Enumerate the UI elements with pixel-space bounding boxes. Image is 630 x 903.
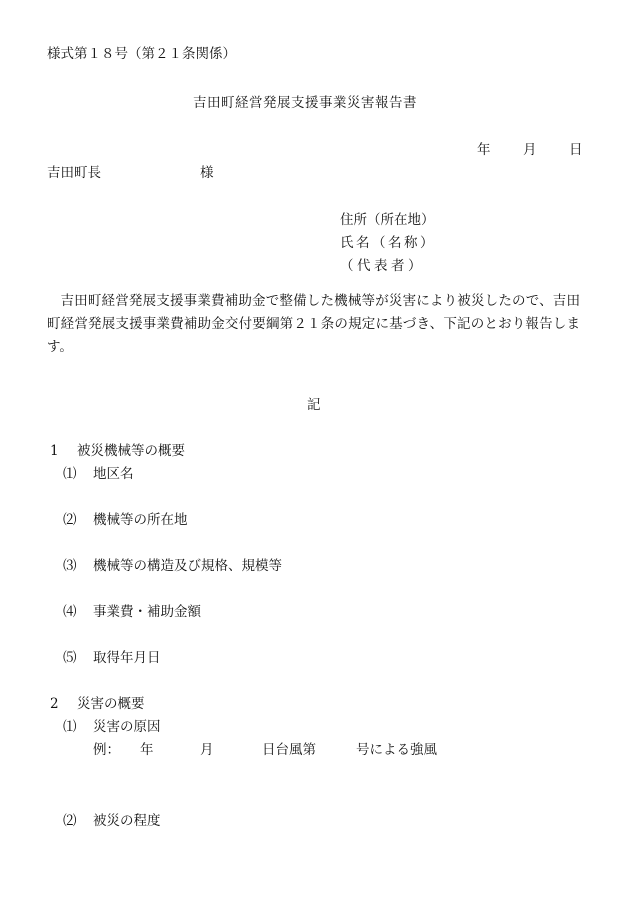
example-suffix: 号による強風	[356, 742, 437, 758]
item-number: ⑵	[63, 512, 77, 528]
item-number: ⑵	[63, 813, 77, 829]
date-day: 日	[569, 142, 583, 158]
section-2-heading: 災害の概要	[77, 696, 145, 712]
section-2-number: 2	[50, 696, 59, 712]
body-paragraph: 吉田町経営発展支援事業費補助金で整備した機械等が災害により被災したので、吉田町経営発展支援事業費補助金交付要綱第２１条の規定に基づき、下記のとおり報告します。	[47, 293, 580, 355]
list-item	[63, 719, 161, 735]
item-number: ⑸	[63, 650, 77, 666]
date-year: 年	[477, 142, 491, 158]
list-item	[63, 813, 161, 829]
addressee-honorific: 様	[200, 165, 214, 181]
list-item	[63, 604, 201, 620]
form-number: 様式第１８号（第２１条関係）	[47, 46, 236, 62]
item-label: 事業費・補助金額	[93, 604, 201, 620]
item-label: 災害の原因	[93, 719, 161, 735]
item-label: 被災の程度	[93, 813, 161, 829]
section-1-number: 1	[50, 443, 59, 459]
item-label: 取得年月日	[93, 650, 161, 666]
item-label: 機械等の所在地	[93, 512, 188, 528]
applicant-name: 氏名（名称）	[340, 235, 436, 251]
applicant-address: 住所（所在地）	[340, 212, 435, 228]
example-prefix: 例：	[93, 742, 120, 758]
example-year: 年	[140, 742, 154, 758]
document-title: 吉田町経営発展支援事業災害報告書	[193, 95, 417, 111]
applicant-representative: （代表者）	[340, 258, 425, 274]
example-month: 月	[200, 742, 214, 758]
item-label: 地区名	[93, 466, 134, 482]
example-day-typhoon: 日台風第	[262, 742, 316, 758]
date-month: 月	[523, 142, 537, 158]
addressee-name: 吉田町長	[47, 165, 101, 181]
item-number: ⑷	[63, 604, 77, 620]
section-1-heading: 被災機械等の概要	[77, 443, 185, 459]
list-item	[63, 466, 134, 482]
item-number: ⑶	[63, 558, 77, 574]
ki-marker: 記	[307, 397, 321, 413]
item-number: ⑴	[63, 466, 77, 482]
list-item	[63, 512, 188, 528]
item-label: 機械等の構造及び規格、規模等	[93, 558, 282, 574]
list-item	[63, 650, 161, 666]
item-number: ⑴	[63, 719, 77, 735]
list-item	[63, 558, 282, 574]
